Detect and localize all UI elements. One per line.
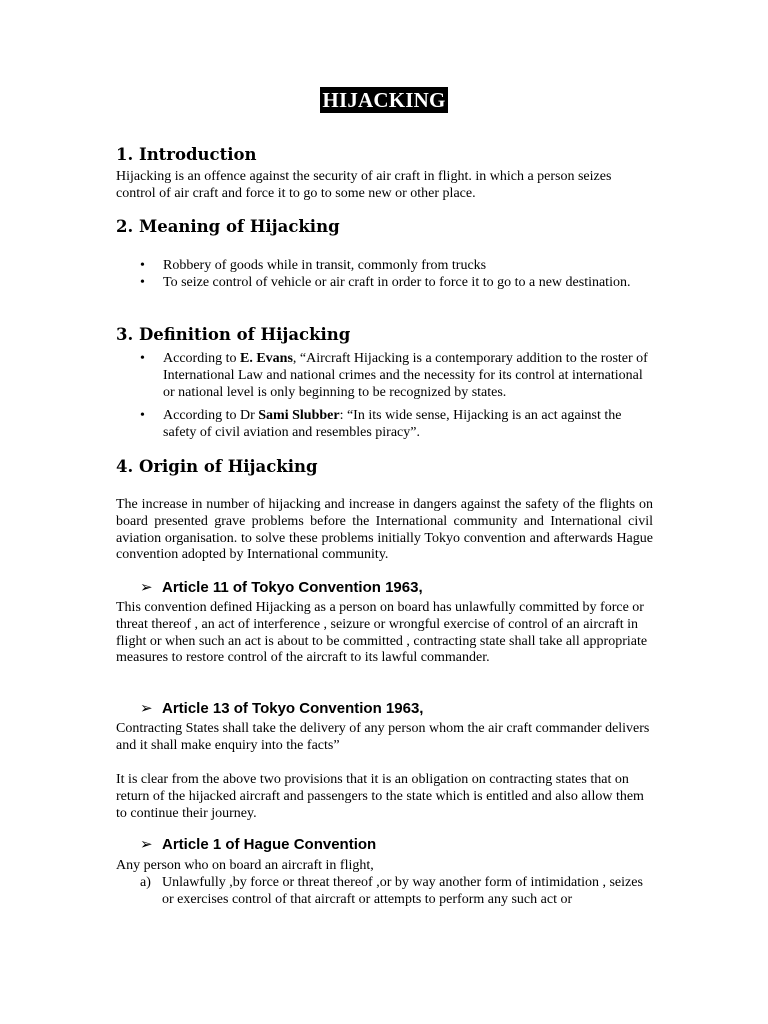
definition-bullet-list	[116, 351, 653, 442]
bullet-icon: •	[140, 351, 145, 366]
arrow-bullet-icon: ➢	[140, 700, 153, 717]
meaning-bullet-list	[116, 258, 653, 292]
author-name: Sami Slubber	[258, 408, 340, 424]
list-item	[116, 351, 653, 401]
bullet-icon: •	[140, 274, 145, 290]
arrow-bullet-icon: ➢	[140, 836, 153, 853]
origin-text: The increase in number of hijacking and increase in dangers against the safety of the flights on board presented grave problems before the International community and International civil aviation organisation. to solve these problems initially Tokyo convention and afterwards Hague convention adopted by International community.	[116, 497, 653, 563]
list-item	[116, 408, 653, 442]
definition-quote: , “Aircraft Hijacking is a contemporary addition to the roster of International Law and national crimes and the necessity for its control at international or national level is only beginning to be recognized by states.	[163, 351, 648, 400]
author-name: E. Evans	[239, 351, 293, 366]
bullet-icon: •	[140, 258, 145, 273]
bullet-text: Robbery of goods while in transit, commonly from trucks	[163, 258, 487, 273]
bullet-text: To seize control of vehicle or air craft in order to force it to go to a new destination.	[163, 274, 631, 290]
subheading-hague	[140, 836, 376, 854]
bullet-icon: •	[140, 408, 145, 424]
heading-definition: 3. Definition of Hijacking	[116, 325, 351, 344]
introduction-text: Hijacking is an offence against the security of air craft in flight. in which a person seizes control of air craft and force it to go to some new or other place.	[116, 169, 612, 201]
subheading-text: Article 1 of Hague Convention	[162, 836, 377, 853]
heading-origin: 4. Origin of Hijacking	[116, 457, 318, 476]
item-marker: a)	[140, 875, 151, 890]
subheading-text: Article 13 of Tokyo Convention 1963,	[162, 700, 424, 717]
heading-meaning: 2. Meaning of Hijacking	[116, 217, 340, 236]
subheading-text: Article 11 of Tokyo Convention 1963,	[162, 579, 423, 596]
heading-introduction: 1. Introduction	[116, 145, 257, 164]
definition-quote: : “In its wide sense, Hijacking is an act against the safety of civil aviation and resembles piracy”.	[163, 408, 622, 441]
subheading-article-11	[140, 579, 423, 597]
hague-intro-text: Any person who on board an aircraft in flight,	[116, 858, 374, 873]
title-container	[0, 87, 768, 113]
hague-item-a	[140, 875, 653, 909]
subheading-article-13	[140, 700, 423, 718]
list-item	[116, 258, 653, 275]
arrow-bullet-icon: ➢	[140, 579, 153, 596]
definition-pre: According to Dr	[163, 408, 259, 424]
article-13-text: Contracting States shall take the delivery of any person whom the air craft commander delivers and it shall make enquiry into the facts”	[116, 721, 650, 753]
obligation-text: It is clear from the above two provisions that it is an obligation on contracting states that on return of the hijacked aircraft and passengers to the state which is entitled and also allow them to continue their journey.	[116, 772, 644, 821]
article-11-text: This convention defined Hijacking as a person on board has unlawfully committed by force or threat thereof , an act of interference , seizure or wrongful exercise of control of an aircraft in flight or when such an act is about to be committed , contracting state shall take all appropriate measures to restore control of the aircraft to its lawful commander.	[116, 600, 648, 666]
definition-pre: According to	[163, 351, 240, 366]
list-item	[116, 275, 653, 292]
item-text: Unlawfully ,by force or threat thereof ,or by way another form of intimidation , seizes or exercises control of that aircraft or attempts to perform any such act or	[162, 875, 643, 907]
document-title: HIJACKING	[322, 88, 446, 112]
